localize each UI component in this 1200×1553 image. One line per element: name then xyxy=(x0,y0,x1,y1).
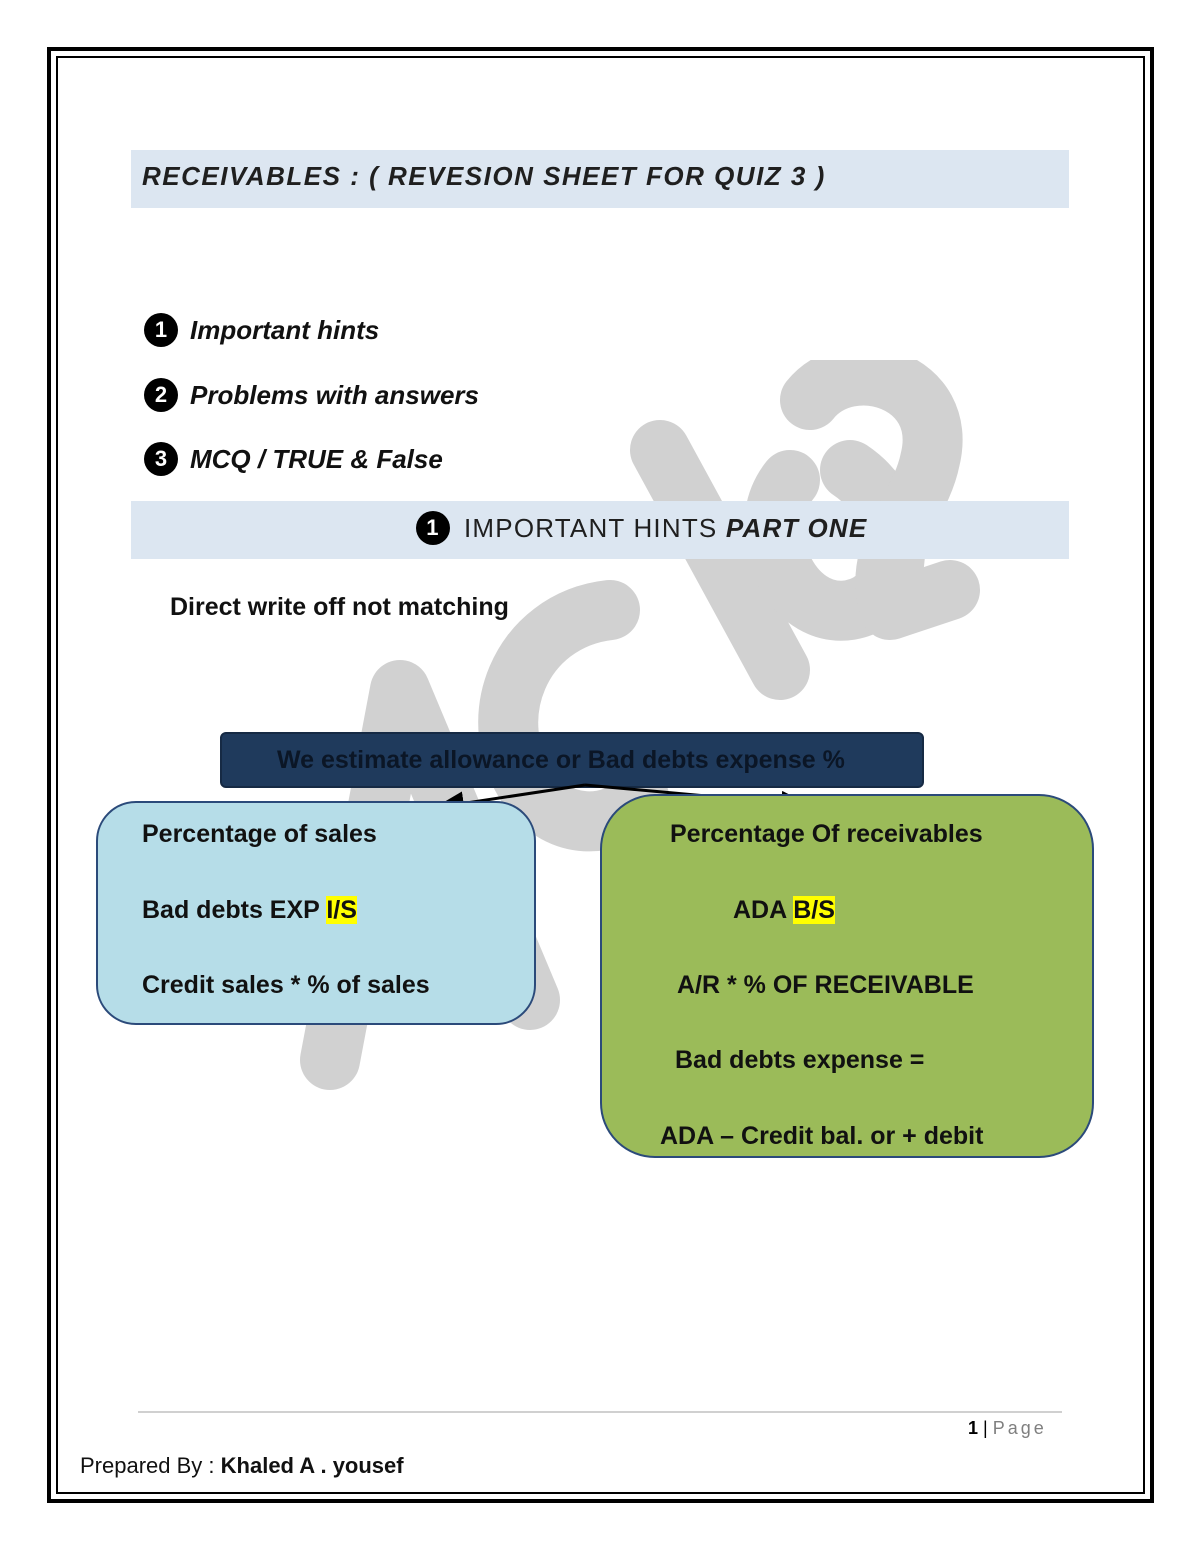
highlight: B/S xyxy=(793,896,835,924)
section-heading-label: IMPORTANT HINTS xyxy=(464,512,718,543)
right-box-formula: A/R * % OF RECEIVABLE xyxy=(677,971,974,999)
hint-label: Problems with answers xyxy=(190,379,479,410)
hint-item-2 xyxy=(144,378,479,412)
prepared-by: Prepared By : Khaled A . yousef xyxy=(80,1453,404,1478)
right-box-expense-label: Bad debts expense = xyxy=(675,1046,925,1074)
section-heading xyxy=(416,511,867,545)
page-number: 1 | Page xyxy=(968,1418,1047,1438)
hint-label: MCQ / TRUE & False xyxy=(190,443,443,474)
hint-item-1 xyxy=(144,313,379,347)
right-box-expense-formula: ADA – Credit bal. or + debit xyxy=(660,1122,984,1150)
left-box-formula: Credit sales * % of sales xyxy=(142,971,430,999)
page-title: RECEIVABLES : ( REVESION SHEET FOR QUIZ 3 ) xyxy=(142,161,826,191)
hint-label: Important hints xyxy=(190,314,380,345)
section-heading-emphasis: PART ONE xyxy=(725,512,868,543)
hint-item-3 xyxy=(144,442,443,476)
highlight: I/S xyxy=(326,896,357,924)
number-2-icon: 2 xyxy=(144,378,178,412)
number-1-icon: 1 xyxy=(144,313,178,347)
number-1-icon: 1 xyxy=(416,511,450,545)
author-name: Khaled A . yousef xyxy=(220,1453,404,1478)
right-box-heading: Percentage Of receivables xyxy=(670,820,983,848)
left-box-line: Bad debts EXP I/S xyxy=(142,896,357,924)
direct-write-off-note: Direct write off not matching xyxy=(170,593,509,621)
number-3-icon: 3 xyxy=(144,442,178,476)
footer-divider xyxy=(138,1411,1062,1413)
estimate-label: We estimate allowance or Bad debts expense % xyxy=(277,745,845,774)
left-box-heading: Percentage of sales xyxy=(142,820,377,848)
right-box-line: ADA B/S xyxy=(733,896,835,924)
